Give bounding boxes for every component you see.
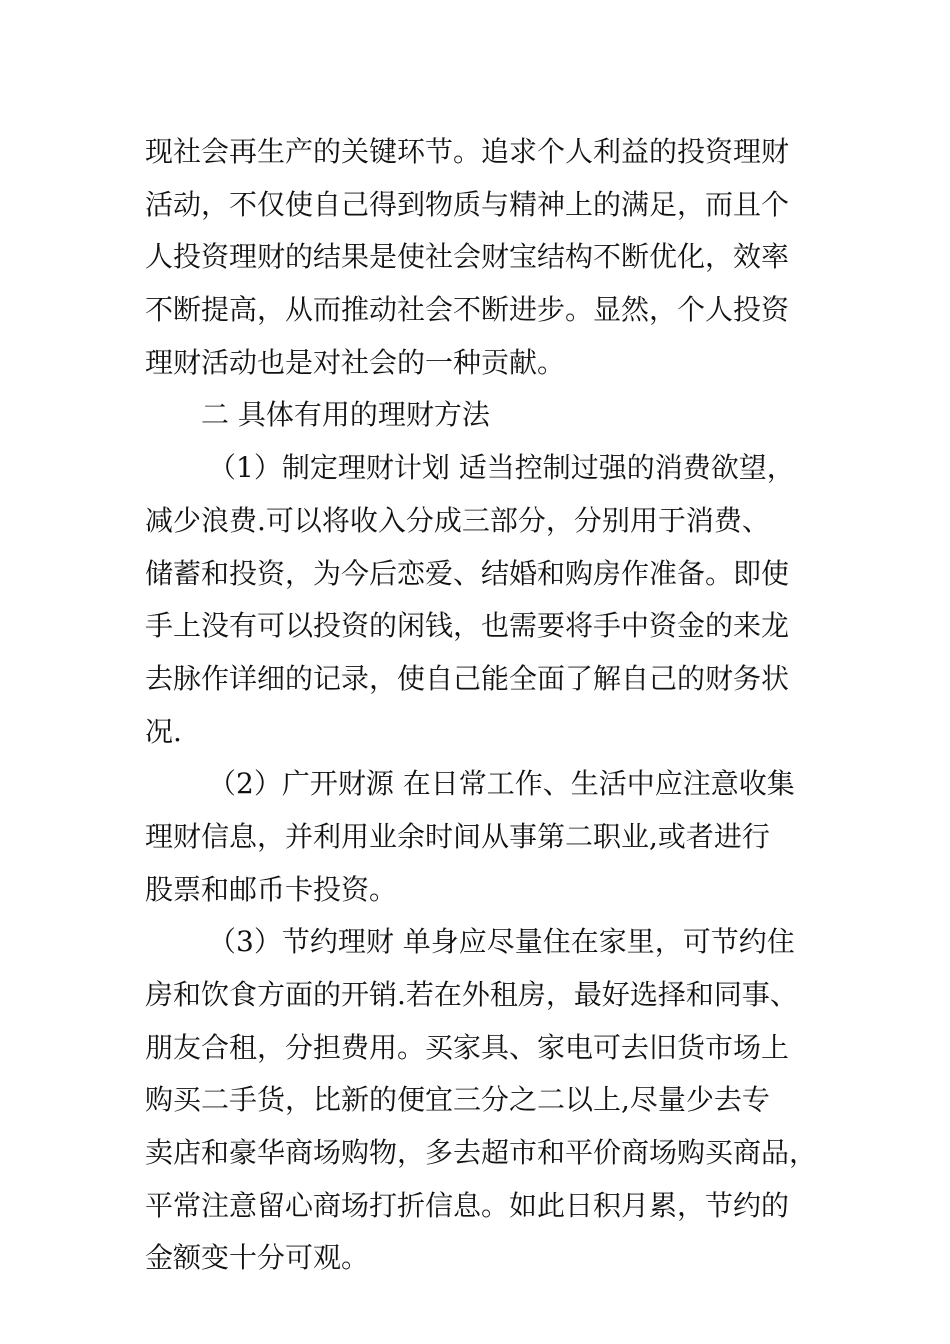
text-line: 况. [145,714,182,748]
body-text [145,126,825,1285]
text-line: 现社会再生产的关键环节。追求个人利益的投资理财 [145,135,790,168]
text-line: 去脉作详细的记录，使自己能全面了解自己的财务状 [145,661,790,695]
text-line: 房和饮食方面的开销.若在外租房，最好选择和同事、 [145,978,798,1011]
section-heading: 二 具体有用的理财方法 [201,398,490,432]
text-line: 朋友合租，分担费用。买家具、家电可去旧货市场上 [145,1030,790,1064]
text-line: 卖店和豪华商场购物，多去超市和平价商场购买商品， [145,1136,818,1170]
text-line: 理财活动也是对社会的一种贡献。 [145,345,566,379]
text-line: 储蓄和投资，为今后恋爱、结婚和购房作准备。即使 [145,556,790,590]
paragraph-3-first-line: （3）节约理财 单身应尽量住在家里，可节约住 [208,925,795,959]
paragraph-1-first-line: （1）制定理财计划 适当控制过强的消费欲望， [208,451,795,485]
text-line: 购买二手货，比新的便宜三分之二以上,尽量少去专 [145,1083,770,1117]
text-line: 减少浪费.可以将收入分成三部分，分别用于消费、 [145,503,770,537]
text-line: 手上没有可以投资的闲钱，也需要将手中资金的来龙 [145,609,790,643]
paragraph-2-first-line: （2）广开财源 在日常工作、生活中应注意收集 [208,767,795,801]
text-line: 不断提高，从而推动社会不断进步。显然，个人投资 [145,293,790,327]
text-line: 人投资理财的结果是使社会财宝结构不断优化，效率 [145,240,790,274]
text-line: 股票和邮币卡投资。 [145,872,398,906]
text-line: 活动，不仅使自己得到物质与精神上的满足，而且个 [145,187,790,221]
text-line: 平常注意留心商场打折信息。如此日积月累，节约的 [145,1188,790,1222]
text-line: 理财信息，并利用业余时间从事第二职业,或者进行 [145,819,770,853]
text-line: 金额变十分可观。 [145,1241,370,1275]
